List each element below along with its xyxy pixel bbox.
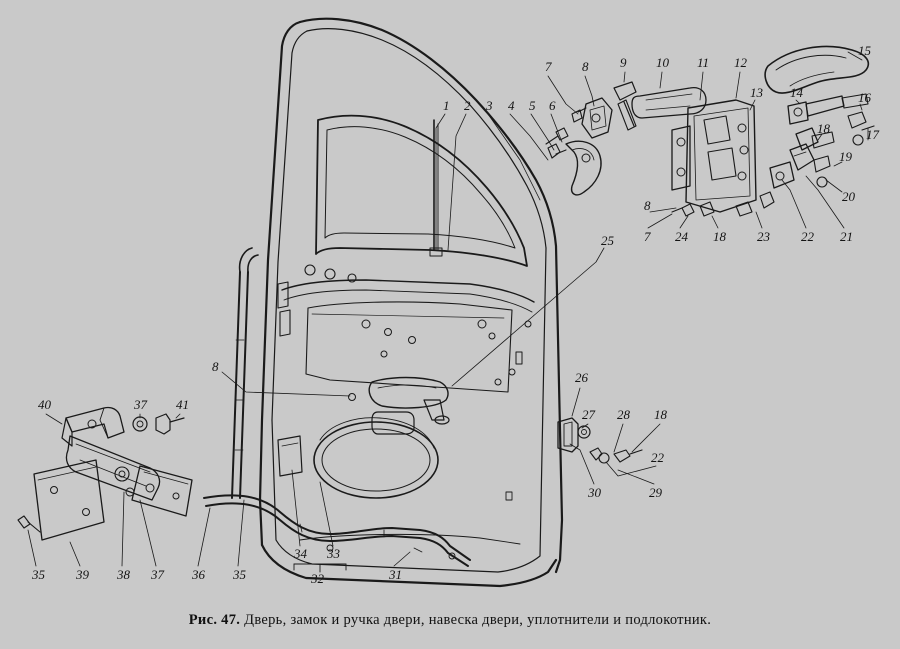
- callout-28: 28: [617, 407, 630, 422]
- callout-18-upper: 18: [817, 121, 830, 136]
- callout-35-right: 35: [233, 567, 246, 582]
- callout-10: 10: [656, 55, 669, 70]
- callout-23: 23: [757, 229, 770, 244]
- callout-32: 32: [311, 571, 324, 586]
- callout-31: 31: [389, 567, 402, 582]
- callout-38: 38: [117, 567, 130, 582]
- callout-4: 4: [508, 98, 515, 113]
- callout-14: 14: [790, 85, 803, 100]
- callout-37-upper: 37: [134, 397, 147, 412]
- callout-21: 21: [840, 229, 853, 244]
- callout-18-lower: 18: [654, 407, 667, 422]
- callout-22-upper: 22: [801, 229, 814, 244]
- figure-caption-number: Рис. 47.: [188, 612, 241, 628]
- callout-26: 26: [575, 370, 588, 385]
- callout-2: 2: [464, 98, 471, 113]
- callout-34: 34: [294, 546, 307, 561]
- callout-29: 29: [649, 485, 662, 500]
- callout-13: 13: [750, 85, 763, 100]
- callout-11: 11: [697, 55, 710, 70]
- callout-7-upper: 7: [545, 59, 552, 74]
- figure-caption-text: Дверь, замок и ручка двери, навеска двери, уплотнители и подлокотник.: [244, 612, 712, 628]
- callout-41: 41: [176, 397, 189, 412]
- callout-17: 17: [866, 127, 879, 142]
- callout-8-upper: 8: [582, 59, 589, 74]
- callout-33: 33: [327, 546, 340, 561]
- callout-7-lower: 7: [644, 229, 651, 244]
- callout-5: 5: [529, 98, 536, 113]
- callout-9: 9: [620, 55, 627, 70]
- callout-37-lower: 37: [151, 567, 164, 582]
- callout-18-mid: 18: [713, 229, 726, 244]
- callout-20: 20: [842, 189, 855, 204]
- callout-3: 3: [486, 98, 493, 113]
- figure-caption: [0, 612, 900, 629]
- callout-19: 19: [839, 149, 852, 164]
- callout-27: 27: [582, 407, 595, 422]
- callout-16: 16: [858, 90, 871, 105]
- callout-15: 15: [858, 43, 871, 58]
- callout-6: 6: [549, 98, 556, 113]
- callout-22-lower: 22: [651, 450, 664, 465]
- callout-24: 24: [675, 229, 688, 244]
- callout-36: 36: [192, 567, 205, 582]
- callout-40: 40: [38, 397, 51, 412]
- callout-39: 39: [76, 567, 89, 582]
- callout-1: 1: [443, 98, 450, 113]
- callout-35-left: 35: [32, 567, 45, 582]
- callout-25: 25: [601, 233, 614, 248]
- callout-8-left: 8: [212, 359, 219, 374]
- callout-8-mid: 8: [644, 198, 651, 213]
- callout-30: 30: [588, 485, 601, 500]
- callout-12: 12: [734, 55, 747, 70]
